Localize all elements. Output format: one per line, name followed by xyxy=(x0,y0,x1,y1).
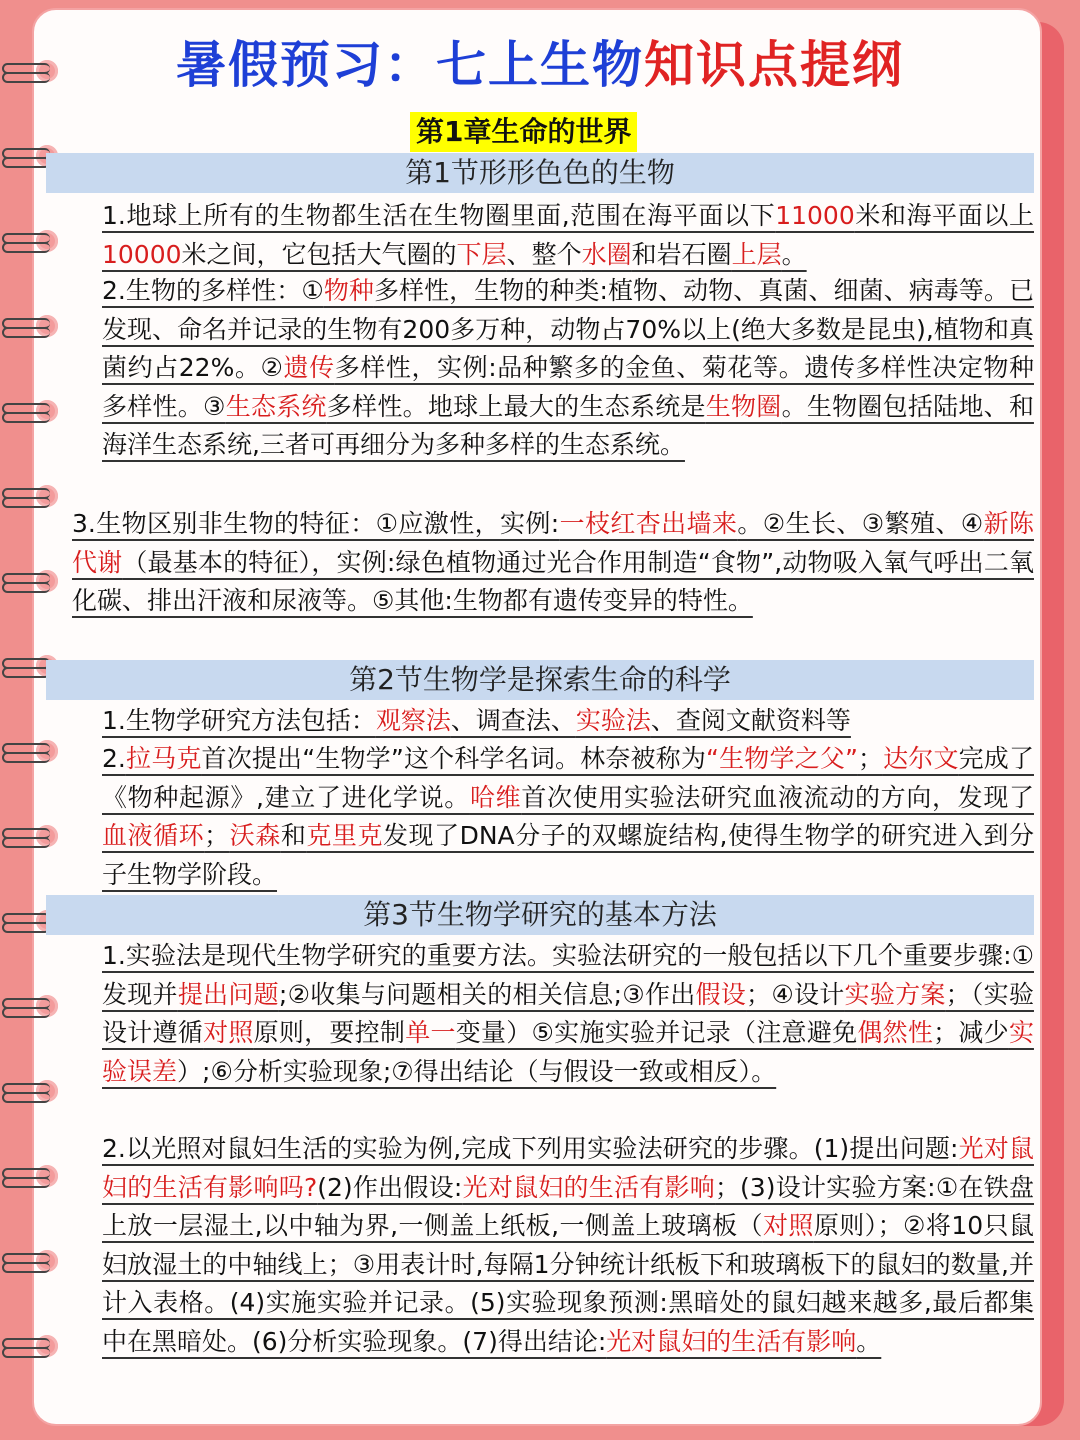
key-term: 血液循环 xyxy=(102,821,205,850)
key-term: 新陈代谢 xyxy=(72,509,1034,577)
key-term: 10000 xyxy=(102,239,182,269)
paragraph-text xyxy=(102,744,1034,889)
text-run: ;②收集与问题相关的相关信息;③作出 xyxy=(278,979,696,1009)
binding-ring xyxy=(36,740,58,762)
binding-ring xyxy=(36,570,58,592)
text-run: ；减少 xyxy=(933,1018,1009,1047)
binding-ring xyxy=(36,1080,58,1102)
text-run: ； xyxy=(204,821,230,850)
chapter-heading: 第1章生命的世界 xyxy=(410,112,637,152)
section-2-para-2 xyxy=(102,740,1034,894)
text-run: 1.地球上所有的生物都生活在生物圈里面,范围在海平面以下 xyxy=(102,201,776,230)
paragraph xyxy=(102,197,1034,274)
binding-ring xyxy=(36,1335,58,1357)
text-run: 原则）；②将10只鼠妇放湿土的中轴线上；③用表计时,每隔1分钟统计纸板下和玻璃板下的鼠妇的数量,并计入表格。(4)实施实验并记录。(5)实验现象预测:黑暗处的鼠妇越来越多,最后都集中在黑暗处。(6)分析实验现象。(7)得出结论: xyxy=(102,1211,1034,1356)
text-run: (2)作出假设: xyxy=(317,1172,463,1202)
text-run: ； xyxy=(857,744,883,773)
key-term: 物种 xyxy=(323,276,374,305)
paragraph xyxy=(72,505,1034,621)
section-heading-3: 第3节生物学研究的基本方法 xyxy=(46,895,1034,935)
paragraph xyxy=(102,937,1034,1091)
text-run: 。 xyxy=(856,1326,882,1356)
key-term: 对照 xyxy=(762,1211,814,1240)
text-run: 多样性。地球上最大的生态系统是 xyxy=(326,391,706,421)
paragraph-text xyxy=(72,509,1034,615)
key-term: 光对鼠妇的生活有影响吗? xyxy=(102,1134,1034,1202)
section-2-para-1 xyxy=(102,702,1034,741)
text-run: 1.生物学研究方法包括： xyxy=(102,706,376,735)
section-heading-1: 第1节形形色色的生物 xyxy=(46,153,1034,193)
paragraph-text xyxy=(102,201,1034,269)
text-run: 、调查法、 xyxy=(450,706,576,735)
paragraph-text xyxy=(102,941,1034,1086)
text-run: 、查阅文献资料等 xyxy=(650,706,851,735)
text-run: 米之间，它包括大气圈的 xyxy=(181,239,457,269)
binding-ring xyxy=(36,485,58,507)
text-run: ）;⑥分析实验现象;⑦得出结论（与假设一致或相反）。 xyxy=(177,1056,777,1086)
section-1-para-2 xyxy=(102,272,1034,465)
paragraph-text xyxy=(102,1134,1034,1356)
paragraph xyxy=(102,272,1034,465)
text-run: 。 xyxy=(781,239,807,269)
key-term: 生态系统 xyxy=(225,391,327,421)
key-term: 假设 xyxy=(695,979,747,1009)
text-run: 3.生物区别非生物的特征：①应激性，实例: xyxy=(72,509,560,538)
text-run: 2.生物的多样性：① xyxy=(102,276,324,305)
section-3-para-1 xyxy=(102,937,1034,1091)
key-term: 一枝红杏出墙来 xyxy=(559,509,738,538)
key-term: 克里克 xyxy=(306,821,383,850)
paragraph-text xyxy=(102,276,1034,459)
text-run: 发现了DNA分子的双螺旋结构,使得生物学的研究进入到分子生物学阶段。 xyxy=(102,821,1034,889)
binding-ring xyxy=(36,315,58,337)
key-term: 达尔文 xyxy=(882,744,959,773)
binding-ring xyxy=(36,1165,58,1187)
key-term: 观察法 xyxy=(375,706,451,735)
key-term: 实验法 xyxy=(575,706,651,735)
key-term: 提出问题 xyxy=(177,979,279,1009)
key-term: 单一 xyxy=(405,1018,456,1047)
title-blue: 暑假预习：七上生物 xyxy=(176,36,644,94)
text-run: 多样性，生物的种类:植物、动物、真菌、细菌、病毒等。已发现、命名并记录的生物有200多万种，动物占70%以上(绝大多数是昆虫),植物和真菌约占22%。② xyxy=(102,276,1034,382)
key-term: 光对鼠妇的生活有影响 xyxy=(606,1326,857,1356)
section-3-para-2 xyxy=(102,1130,1034,1361)
binding-ring xyxy=(36,825,58,847)
text-run: 首次提出“生物学”这个科学名词。林奈被称为 xyxy=(201,744,707,773)
spiral-binding xyxy=(0,40,95,1400)
text-run: 原则，要控制 xyxy=(253,1018,406,1047)
text-run: 、整个 xyxy=(506,239,582,269)
key-term: 水圈 xyxy=(581,239,632,269)
text-run: 2.以光照对鼠妇生活的实验为例,完成下列用实验法研究的步骤。(1)提出问题: xyxy=(102,1134,959,1163)
key-term: 下层 xyxy=(456,239,507,269)
text-run: 完成了《物种起源》,建立了进化学说。 xyxy=(102,744,1034,812)
key-term: 上层 xyxy=(731,239,782,269)
text-run: 和 xyxy=(280,821,307,850)
text-run: 。②生长、③繁殖、④ xyxy=(737,509,984,538)
title-red: 知识点提纲 xyxy=(644,36,904,94)
text-run: 首次使用实验法研究血液流动的方向，发现了 xyxy=(521,782,1034,812)
key-term: 遗传 xyxy=(283,353,335,382)
page-title xyxy=(40,30,1040,100)
paragraph xyxy=(102,702,1034,741)
text-run: 米和海平面以上 xyxy=(854,201,1034,230)
section-heading-2: 第2节生物学是探索生命的科学 xyxy=(46,660,1034,700)
key-term: 偶然性 xyxy=(857,1018,934,1047)
binding-ring xyxy=(36,400,58,422)
key-term: 实验误差 xyxy=(102,1018,1034,1086)
binding-ring xyxy=(36,230,58,252)
text-run: 多样性，实例:品种繁多的金鱼、菊花等。遗传多样性决定物种多样性。③ xyxy=(102,353,1034,421)
key-term: 实验方案 xyxy=(844,979,946,1009)
text-run: 2. xyxy=(102,744,126,773)
section-1-para-1 xyxy=(102,197,1034,274)
key-term: 哈维 xyxy=(469,782,522,812)
text-run: ；（实验设计遵循 xyxy=(102,979,1034,1047)
text-run: ；④设计 xyxy=(746,979,845,1009)
binding-ring xyxy=(36,995,58,1017)
text-run: 1.实验法是现代生物学研究的重要方法。实验法研究的一般包括以下几个重要步骤:①发现并 xyxy=(102,941,1034,1009)
paragraph-text xyxy=(102,706,851,735)
text-run: 。生物圈包括陆地、和海洋生态系统,三者可再细分为多种多样的生态系统。 xyxy=(102,391,1034,459)
key-term: 对照 xyxy=(203,1018,254,1047)
key-term: 11000 xyxy=(775,201,855,230)
key-term: 生物圈 xyxy=(705,391,782,421)
key-term: 沃森 xyxy=(229,821,281,850)
paragraph xyxy=(102,740,1034,894)
text-run: 变量）⑤实施实验并记录（注意避免 xyxy=(455,1018,858,1047)
binding-ring xyxy=(36,1250,58,1272)
text-run: ；(3)设计实验方案:①在铁盘上放一层湿土,以中轴为界,一侧盖上纸板,一侧盖上玻璃板（ xyxy=(102,1172,1035,1240)
paragraph xyxy=(102,1130,1034,1361)
text-run: （最基本的特征），实例:绿色植物通过光合作用制造“食物”,动物吸入氧气呼出二氧化碳、排出汗液和尿液等。⑤其他:生物都有遗传变异的特性。 xyxy=(72,547,1034,615)
text-run: 和岩石圈 xyxy=(631,239,732,269)
section-1-para-3 xyxy=(72,505,1034,621)
key-term: 光对鼠妇的生活有影响 xyxy=(462,1172,716,1202)
key-term: “生物学之父” xyxy=(706,744,858,773)
key-term: 拉马克 xyxy=(125,744,202,773)
